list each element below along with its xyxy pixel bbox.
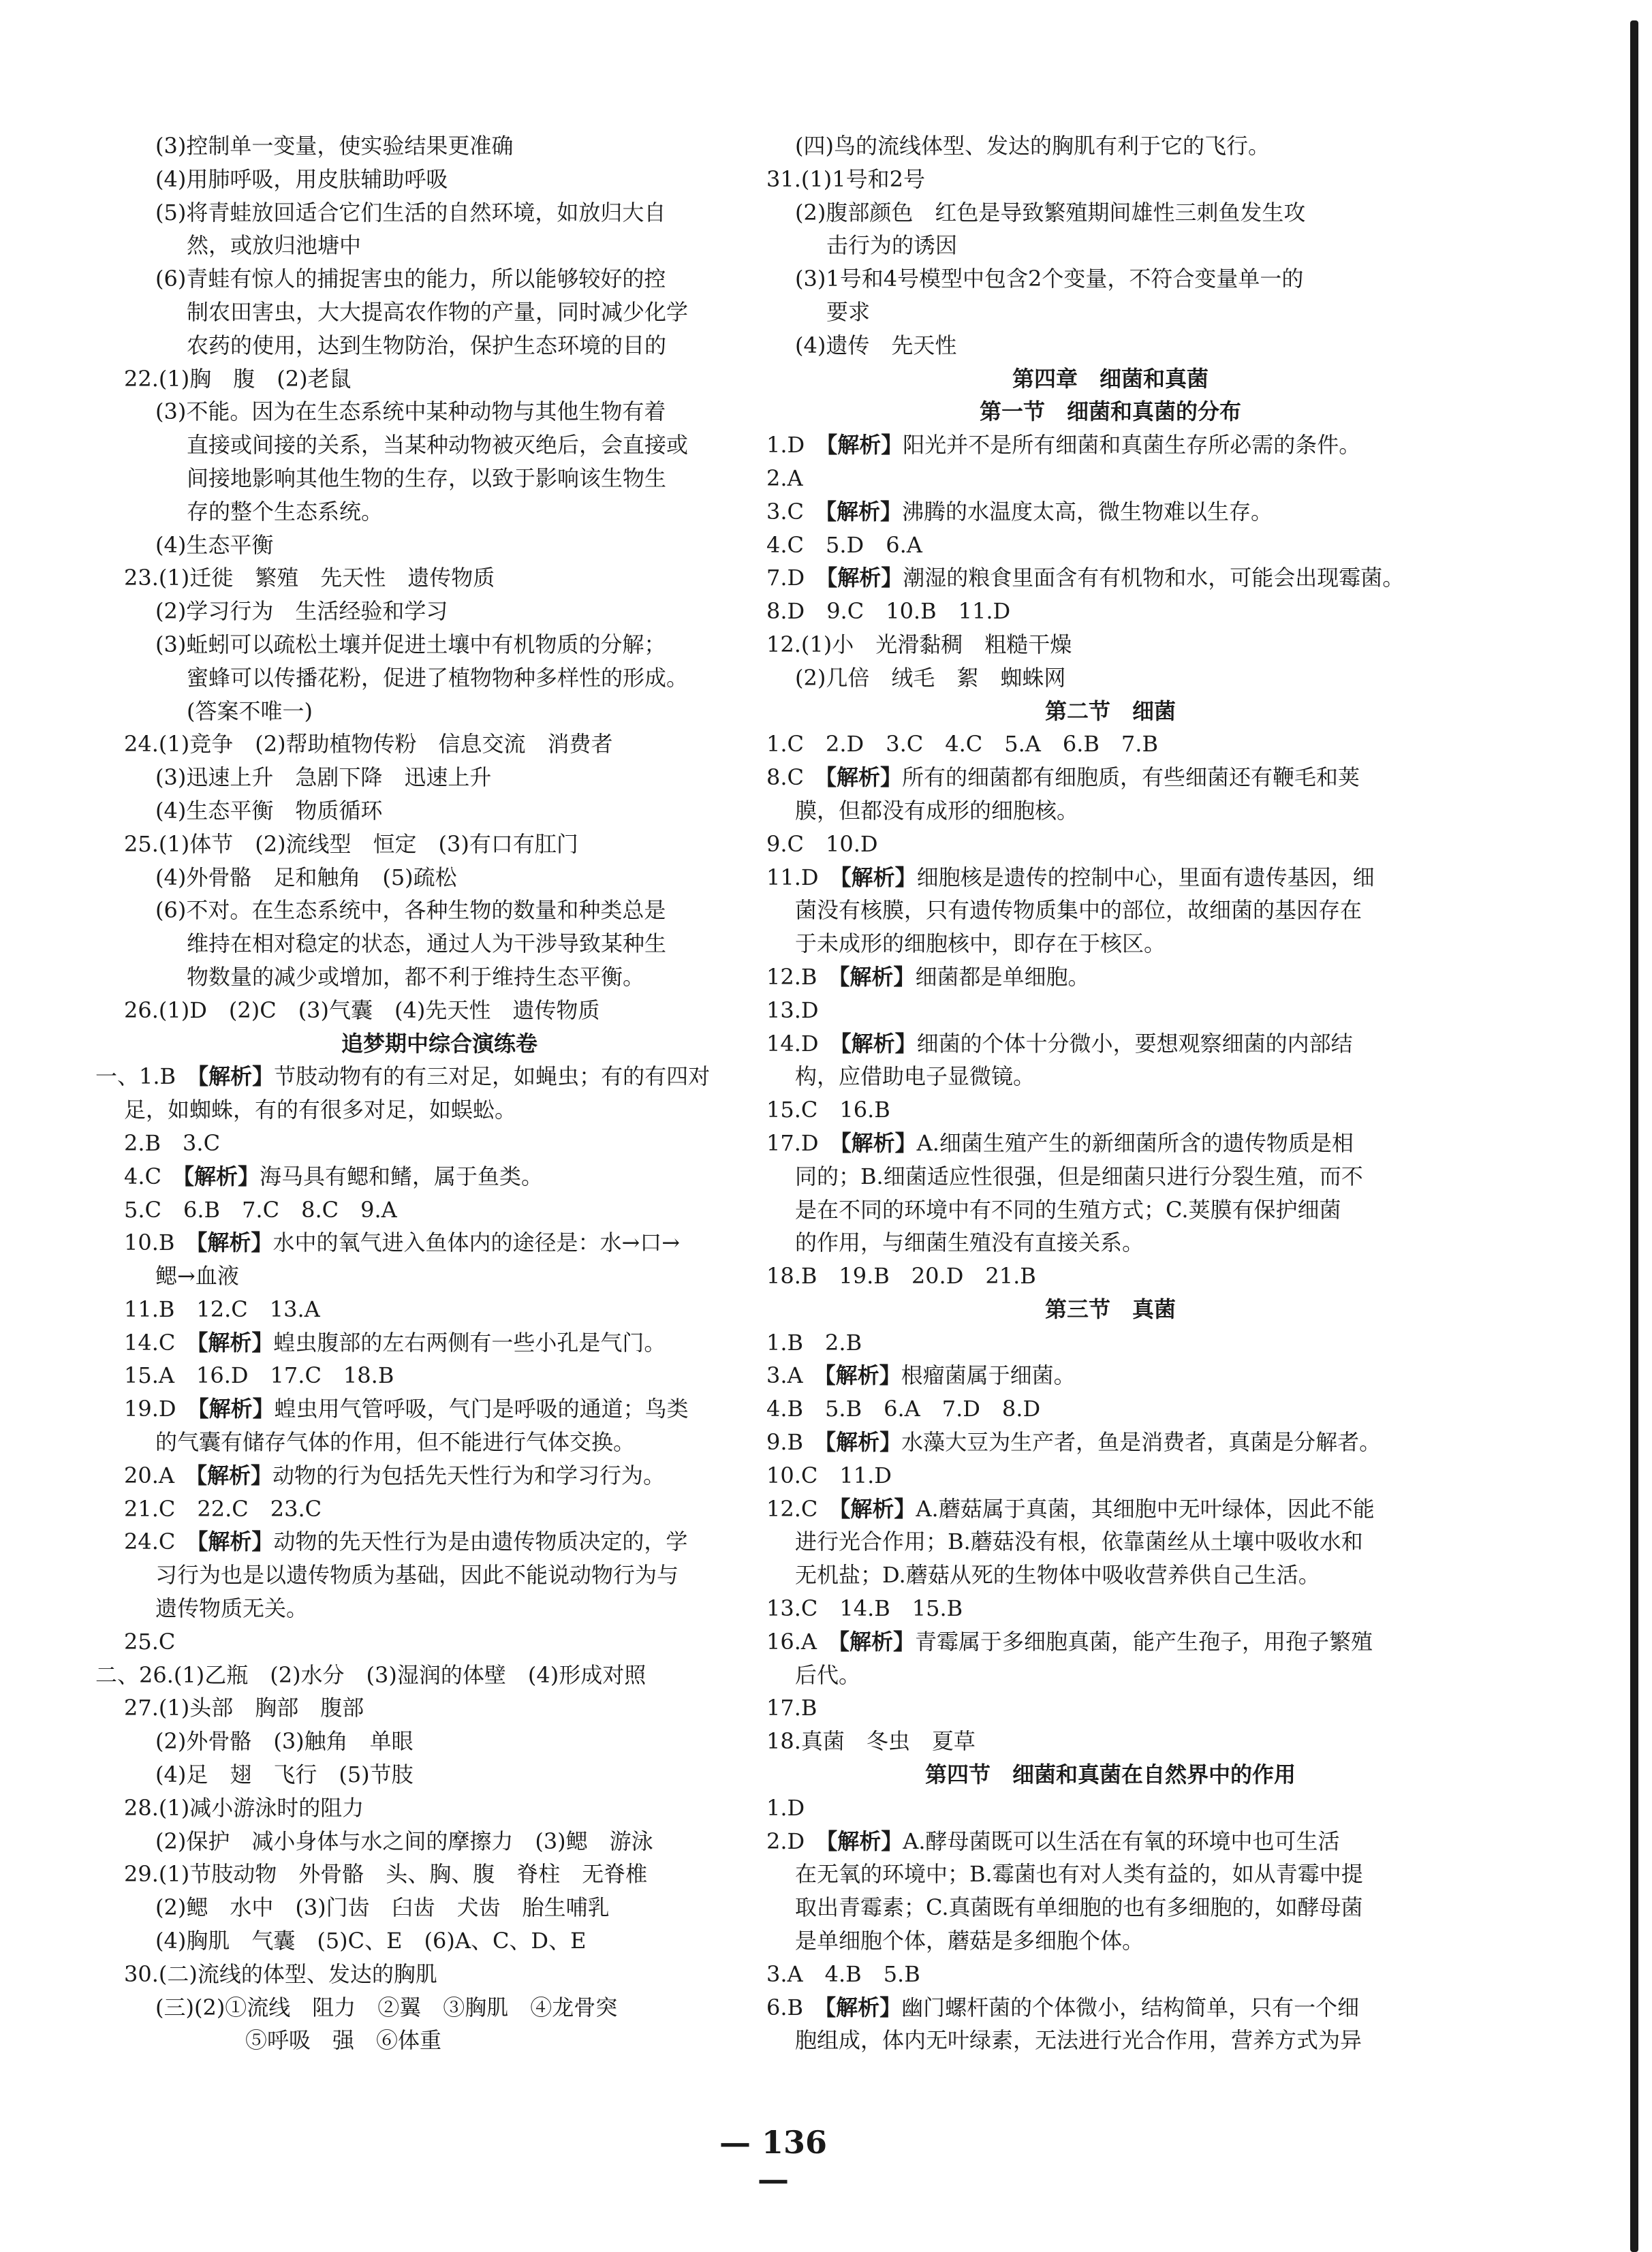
answer-line: (6)青蛙有惊人的捕捉害虫的能力，所以能够较好的控: [155, 266, 666, 292]
analysis-label: 【解析】: [183, 1163, 260, 1189]
answer-line: 无机盐；D.蘑菇从死的生物体中吸收营养供自己生活。: [795, 1562, 1320, 1589]
answer-line: 30.(二)流线的体型、发达的胸肌: [124, 1960, 437, 1987]
answer-line: 11.D 【解析】细胞核是遗传的控制中心，里面有遗传基因，细: [766, 864, 1375, 890]
answer-line: (3)蚯蚓可以疏松土壤并促进土壤中有机物质的分解；: [155, 631, 666, 657]
analysis-label: 【解析】: [198, 1063, 275, 1090]
book-spine-edge: [1630, 20, 1638, 2252]
page-number: — 136 —: [719, 2124, 828, 2198]
answer-line: (2)学习行为 生活经验和学习: [155, 598, 448, 625]
answer-line: 1.D 【解析】阳光并不是所有细菌和真菌生存所必需的条件。: [766, 432, 1361, 458]
answer-line: 14.C 【解析】蝗虫腹部的左右两侧有一些小孔是气门。: [124, 1329, 666, 1356]
analysis-label: 【解析】: [197, 1329, 274, 1356]
answer-line: 10.C 11.D: [766, 1462, 892, 1488]
answer-line: 取出青霉素；C.真菌既有单细胞的也有多细胞的，如酵母菌: [795, 1894, 1363, 1921]
section-heading: 第一节 细菌和真菌的分布: [979, 398, 1241, 425]
answer-line: 蜜蜂可以传播花粉，促进了植物物种多样性的形成。: [187, 664, 689, 691]
answer-line: (3)1号和4号模型中包含2个变量，不符合变量单一的: [795, 266, 1304, 292]
analysis-label: 【解析】: [826, 498, 903, 525]
answer-line: (2)保护 减小身体与水之间的摩擦力 (3)鳃 游泳: [155, 1828, 653, 1854]
answer-line: (4)生态平衡: [155, 531, 274, 558]
answer-line: 21.C 22.C 23.C: [124, 1495, 322, 1522]
answer-line: 膜，但都没有成形的细胞核。: [795, 797, 1079, 824]
analysis-label: 【解析】: [826, 764, 903, 791]
answer-line: (三)(2)①流线 阻力 ②翼 ③胸肌 ④龙骨突: [155, 1994, 618, 2020]
answer-line: 制农田害虫，大大提高农作物的产量，同时减少化学: [187, 298, 689, 325]
section-heading: 第四章 细菌和真菌: [1012, 365, 1209, 392]
answer-line: 8.C 【解析】所有的细菌都有细胞质，有些细菌还有鞭毛和荚: [766, 764, 1360, 791]
answer-line: (3)控制单一变量，使实验结果更准确: [155, 133, 514, 159]
answer-line: 1.D: [766, 1794, 805, 1821]
answer-line: 遗传物质无关。: [155, 1595, 309, 1622]
answer-line: (四)鸟的流线体型、发达的胸肌有利于它的飞行。: [795, 133, 1270, 159]
answer-line: 间接地影响其他生物的生存，以致于影响该生物生: [187, 465, 667, 491]
answer-line: 6.B 【解析】幽门螺杆菌的个体微小，结构简单，只有一个细: [766, 1994, 1360, 2020]
answer-line: (3)不能。因为在生态系统中某种动物与其他生物有着: [155, 398, 666, 425]
answer-line: 5.C 6.B 7.C 8.C 9.A: [124, 1196, 397, 1223]
analysis-label: 【解析】: [196, 1462, 273, 1488]
analysis-label: 【解析】: [826, 565, 903, 591]
answer-line: 后代。: [795, 1661, 861, 1688]
answer-line: 是单细胞个体，蘑菇是多细胞个体。: [795, 1928, 1144, 1954]
answer-line: 8.D 9.C 10.B 11.D: [766, 598, 1011, 625]
answer-line: 9.B 【解析】水藻大豆为生产者，鱼是消费者，真菌是分解者。: [766, 1429, 1382, 1456]
answer-line: 18.B 19.B 20.D 21.B: [766, 1263, 1036, 1289]
analysis-label: 【解析】: [840, 864, 917, 890]
answer-line: 然，或放归池塘中: [187, 232, 362, 259]
answer-line: (2)鳃 水中 (3)门齿 臼齿 犬齿 胎生哺乳: [155, 1894, 610, 1921]
answer-line: 存的整个生态系统。: [187, 498, 384, 525]
answer-line: (6)不对。在生态系统中，各种生物的数量和种类总是: [155, 897, 666, 924]
answer-line: 习行为也是以遗传物质为基础，因此不能说动物行为与: [155, 1562, 679, 1589]
analysis-label: 【解析】: [825, 1994, 902, 2020]
answer-line: 10.B 【解析】水中的氧气进入鱼体内的途径是：水→口→: [124, 1230, 681, 1256]
answer-line: (5)将青蛙放回适合它们生活的自然环境，如放归大自: [155, 199, 666, 225]
answer-line: 9.C 10.D: [766, 830, 878, 857]
answer-line: 18.真菌 冬虫 夏草: [766, 1728, 976, 1755]
answer-line: 26.(1)D (2)C (3)气囊 (4)先天性 遗传物质: [124, 997, 600, 1023]
answer-line: 22.(1)胸 腹 (2)老鼠: [124, 365, 352, 392]
answer-line: (4)外骨骼 足和触角 (5)疏松: [155, 864, 457, 890]
answer-line: (2)腹部颜色 红色是导致繁殖期间雄性三刺鱼发生攻: [795, 199, 1306, 225]
answer-line: 16.A 【解析】青霉属于多细胞真菌，能产生孢子，用孢子繁殖: [766, 1628, 1373, 1655]
answer-line: 一、1.B 【解析】节肢动物有的有三对足，如蝇虫；有的有四对: [95, 1063, 711, 1090]
answer-line: 25.(1)体节 (2)流线型 恒定 (3)有口有肛门: [124, 830, 578, 857]
analysis-label: 【解析】: [839, 1628, 916, 1655]
answer-line: 的作用，与细菌生殖没有直接关系。: [795, 1230, 1144, 1256]
analysis-label: 【解析】: [826, 1828, 903, 1854]
answer-line: 29.(1)节肢动物 外骨骼 头、胸、腹 脊柱 无脊椎: [124, 1861, 648, 1888]
analysis-label: 【解析】: [840, 1030, 917, 1057]
answer-line: (4)用肺呼吸，用皮肤辅助呼吸: [155, 166, 448, 192]
answer-line: 4.B 5.B 6.A 7.D 8.D: [766, 1396, 1041, 1422]
answer-line: 7.D 【解析】潮湿的粮食里面含有有机物和水，可能会出现霉菌。: [766, 565, 1405, 591]
section-heading: 第二节 细菌: [1044, 698, 1176, 724]
analysis-label: 【解析】: [840, 1129, 917, 1156]
analysis-label: 【解析】: [826, 432, 903, 458]
answer-line: 在无氧的环境中；B.霉菌也有对人类有益的，如从青霉中提: [795, 1861, 1363, 1888]
answer-line: 20.A 【解析】动物的行为包括先天性行为和学习行为。: [124, 1462, 666, 1488]
answer-line: 要求: [826, 298, 871, 325]
answer-line: (2)几倍 绒毛 絮 蜘蛛网: [795, 664, 1066, 691]
answer-line: 进行光合作用；B.蘑菇没有根，依靠菌丝从土壤中吸收水和: [795, 1529, 1363, 1555]
answer-line: 25.C: [124, 1628, 176, 1655]
left-column: [95, 129, 783, 2057]
answer-line: (4)足 翅 飞行 (5)节肢: [155, 1762, 414, 1788]
answer-line: 3.A 【解析】根瘤菌属于细菌。: [766, 1362, 1076, 1389]
analysis-label: 【解析】: [825, 1429, 902, 1456]
answer-line: 二、26.(1)乙瓶 (2)水分 (3)湿润的体壁 (4)形成对照: [95, 1661, 646, 1688]
answer-line: 3.C 【解析】沸腾的水温度太高，微生物难以生存。: [766, 498, 1273, 525]
answer-line: 11.B 12.C 13.A: [124, 1296, 320, 1322]
answer-line: (3)迅速上升 急剧下降 迅速上升: [155, 764, 492, 791]
answer-line: 27.(1)头部 胸部 腹部: [124, 1695, 364, 1721]
answer-line: 4.C 5.D 6.A: [766, 531, 922, 558]
answer-line: 31.(1)1号和2号: [766, 166, 925, 192]
answer-line: (4)遗传 先天性: [795, 332, 957, 358]
analysis-label: 【解析】: [197, 1529, 274, 1555]
answer-line: 击行为的诱因: [826, 232, 958, 259]
answer-line: 同的；B.细菌适应性很强，但是细菌只进行分裂生殖，而不: [795, 1163, 1363, 1189]
answer-line: 1.B 2.B: [766, 1329, 862, 1356]
section-heading: 追梦期中综合演练卷: [341, 1030, 537, 1057]
answer-line: 12.(1)小 光滑黏稠 粗糙干燥: [766, 631, 1072, 657]
answer-line: 24.C 【解析】动物的先天性行为是由遗传物质决定的，学: [124, 1529, 688, 1555]
analysis-label: 【解析】: [839, 1495, 916, 1522]
answer-line: 2.D 【解析】A.酵母菌既可以生活在有氧的环境中也可生活: [766, 1828, 1340, 1854]
answer-line: 24.(1)竞争 (2)帮助植物传粉 信息交流 消费者: [124, 731, 613, 757]
answer-line: 14.D 【解析】细菌的个体十分微小，要想观察细菌的内部结: [766, 1030, 1353, 1057]
answer-line: 农药的使用，达到生物防治，保护生态环境的目的: [187, 332, 667, 358]
answer-line: 维持在相对稳定的状态，通过人为干涉导致某种生: [187, 930, 667, 957]
answer-line: 胞组成，体内无叶绿素，无法进行光合作用，营养方式为异: [795, 2027, 1362, 2054]
answer-line: 3.A 4.B 5.B: [766, 1960, 920, 1987]
section-heading: 第三节 真菌: [1044, 1296, 1176, 1322]
answer-line: 足，如蜘蛛，有的有很多对足，如蜈蚣。: [124, 1097, 517, 1123]
answer-line: 鳃→血液: [155, 1263, 239, 1289]
answer-line: (4)胸肌 气囊 (5)C、E (6)A、C、D、E: [155, 1928, 587, 1954]
answer-line: 菌没有核膜，只有遗传物质集中的部位，故细菌的基因存在: [795, 897, 1362, 924]
answer-line: 是在不同的环境中有不同的生殖方式；C.荚膜有保护细菌: [795, 1196, 1341, 1223]
answer-line: 12.C 【解析】A.蘑菇属于真菌，其细胞中无叶绿体，因此不能: [766, 1495, 1375, 1522]
answer-line: ⑤呼吸 强 ⑥体重: [245, 2027, 442, 2054]
analysis-label: 【解析】: [196, 1230, 273, 1256]
answer-line: 于未成形的细胞核中，即存在于核区。: [795, 930, 1166, 957]
answer-line: 28.(1)减小游泳时的阻力: [124, 1794, 364, 1821]
answer-line: 13.D: [766, 997, 819, 1023]
answer-line: 2.A: [766, 465, 803, 491]
answer-line: 23.(1)迁徙 繁殖 先天性 遗传物质: [124, 565, 495, 591]
answer-line: 15.A 16.D 17.C 18.B: [124, 1362, 394, 1389]
answer-line: 19.D 【解析】蝗虫用气管呼吸，气门是呼吸的通道；鸟类: [124, 1396, 689, 1422]
answer-line: 12.B 【解析】细菌都是单细胞。: [766, 963, 1090, 990]
answer-line: 物数量的减少或增加，都不利于维持生态平衡。: [187, 963, 645, 990]
answer-line: 直接或间接的关系，当某种动物被灭绝后，会直接或: [187, 432, 689, 458]
analysis-label: 【解析】: [839, 963, 916, 990]
answer-line: (4)生态平衡 物质循环: [155, 797, 383, 824]
answer-line: 15.C 16.B: [766, 1097, 890, 1123]
answer-line: 的气囊有储存气体的作用，但不能进行气体交换。: [155, 1429, 636, 1456]
answer-line: 2.B 3.C: [124, 1129, 221, 1156]
answer-line: 4.C 【解析】海马具有鳃和鳍，属于鱼类。: [124, 1163, 544, 1189]
analysis-label: 【解析】: [824, 1362, 901, 1389]
answer-line: 17.B: [766, 1695, 817, 1721]
analysis-label: 【解析】: [198, 1396, 275, 1422]
section-heading: 第四节 细菌和真菌在自然界中的作用: [924, 1762, 1296, 1788]
answer-line: 17.D 【解析】A.细菌生殖产生的新细菌所含的遗传物质是相: [766, 1129, 1354, 1156]
answer-line: (2)外骨骼 (3)触角 单眼: [155, 1728, 414, 1755]
answer-line: 1.C 2.D 3.C 4.C 5.A 6.B 7.B: [766, 731, 1158, 757]
right-column: [766, 129, 1454, 2057]
answer-line: 构，应借助电子显微镜。: [795, 1063, 1035, 1090]
answer-line: 13.C 14.B 15.B: [766, 1595, 963, 1622]
answer-line: (答案不唯一): [187, 698, 313, 724]
